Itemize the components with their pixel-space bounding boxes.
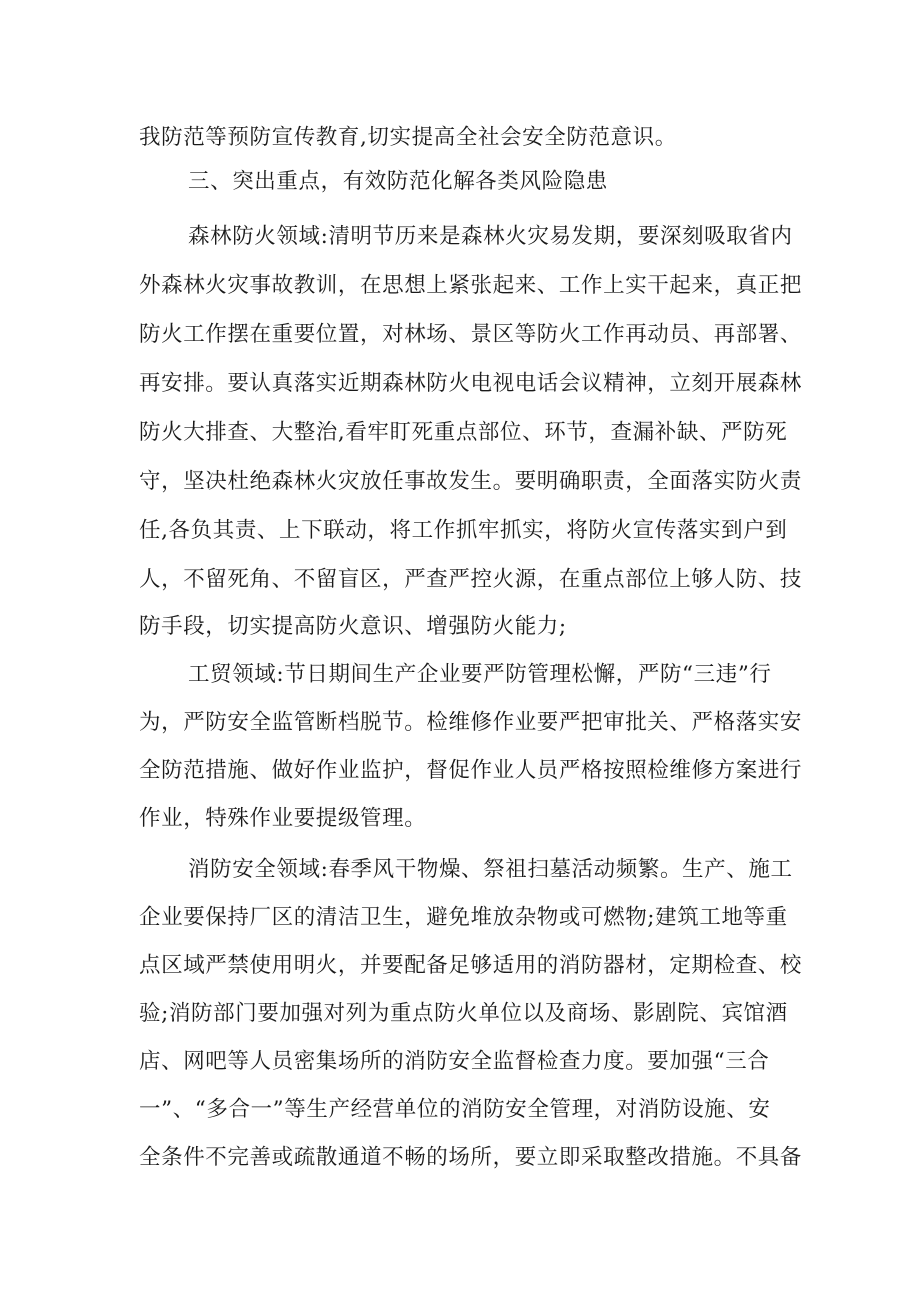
- text-line: 我防范等预防宣传教育,切实提高全社会安全防范意识。: [139, 125, 677, 150]
- text-line: 工贸领域:节日期间生产企业要严防管理松懈，严防“三违”行: [188, 662, 772, 687]
- text-line: 消防安全领域:春季风干物燥、祭祖扫墓活动频繁。生产、施工: [188, 857, 793, 882]
- text-line: 全条件不完善或疏散通道不畅的场所，要立即采取整改措施。不具备: [139, 1145, 803, 1170]
- text-line: 防火工作摆在重要位置，对林场、景区等防火工作再动员、再部署、: [139, 322, 803, 347]
- text-line: 外森林火灾事故教训，在思想上紧张起来、工作上实干起来，真正把: [139, 273, 803, 298]
- text-line: 一”、“多合一”等生产经营单位的消防安全管理，对消防设施、安: [139, 1097, 771, 1122]
- text-line: 再安排。要认真落实近期森林防火电视电话会议精神，立刻开展森林: [139, 371, 803, 396]
- text-line: 验;消防部门要加强对列为重点防火单位以及商场、影剧院、宾馆酒: [139, 1001, 788, 1026]
- text-line: 森林防火领域:清明节历来是森林火灾易发期，要深刻吸取省内: [188, 224, 793, 249]
- text-line: 作业，特殊作业要提级管理。: [139, 806, 427, 831]
- text-line: 人，不留死角、不留盲区，严查严控火源，在重点部位上够人防、技: [139, 567, 803, 592]
- text-line: 企业要保持厂区的清洁卫生，避免堆放杂物或可燃物;建筑工地等重: [139, 905, 788, 930]
- text-line: 防火大排查、大整治,看牢盯死重点部位、环节，查漏补缺、严防死: [139, 420, 788, 445]
- text-line: 守，坚决杜绝森林火灾放任事故发生。要明确职责，全面落实防火责: [139, 469, 803, 494]
- text-line: 全防范措施、做好作业监护，督促作业人员严格按照检维修方案进行: [139, 758, 803, 783]
- section-heading: 三、突出重点，有效防范化解各类风险隐患: [188, 169, 608, 194]
- text-line: 防手段，切实提高防火意识、增强防火能力;: [139, 614, 567, 639]
- text-line: 为，严防安全监管断档脱节。检维修作业要严把审批关、严格落实安: [139, 710, 803, 735]
- text-line: 点区域严禁使用明火，并要配备足够适用的消防器材，定期检查、校: [139, 953, 803, 978]
- text-line: 任,各负其责、上下联动，将工作抓牢抓实，将防火宣传落实到户到: [139, 518, 788, 543]
- text-line: 店、网吧等人员密集场所的消防安全监督检查力度。要加强“三合: [139, 1049, 770, 1074]
